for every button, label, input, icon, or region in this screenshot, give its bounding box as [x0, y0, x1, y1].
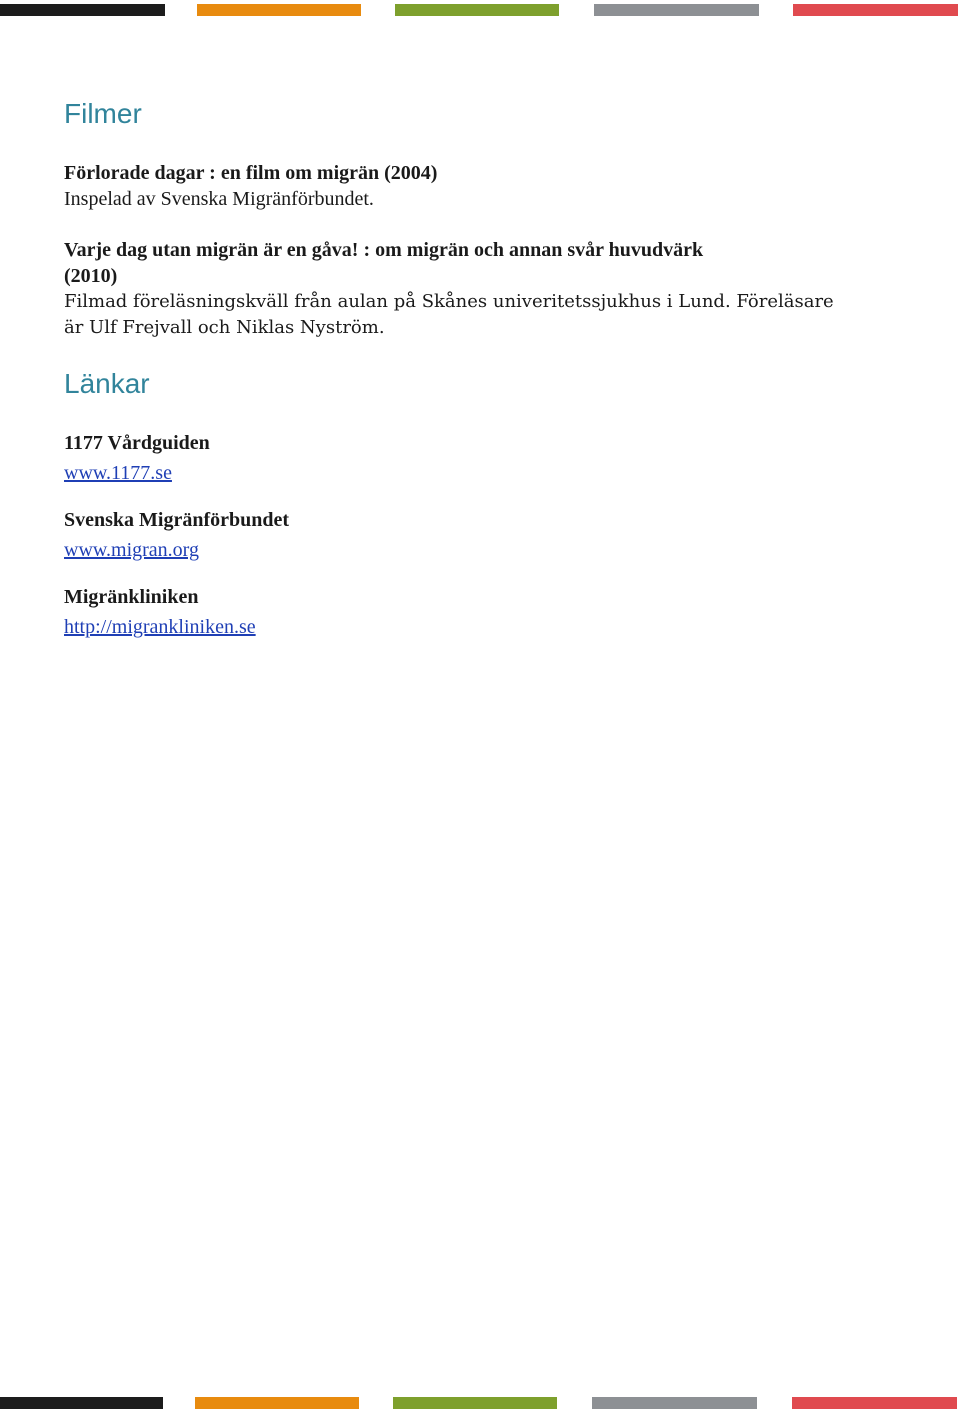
link-url-1177[interactable]: www.1177.se — [64, 462, 172, 484]
link-entry-migrankliniken — [64, 584, 256, 640]
link-name: Migränkliniken — [64, 586, 199, 608]
link-name: 1177 Vårdguiden — [64, 432, 210, 454]
link-entry-migranforbundet — [64, 507, 289, 563]
film-2-description-line-1: Filmad föreläsningskväll från aulan på Skånes univeritetssjukhus i Lund. Föreläsare — [64, 291, 834, 312]
bottom-color-bar — [0, 1397, 960, 1409]
color-segment-black — [0, 1397, 163, 1409]
film-2-title-line-1: Varje dag utan migrän är en gåva! : om migrän och annan svår huvudvärk — [64, 239, 704, 261]
color-segment-orange — [197, 4, 361, 16]
link-entry-1177 — [64, 430, 210, 486]
links-heading: Länkar — [64, 368, 150, 399]
film-2-description-line-2: är Ulf Frejvall och Niklas Nyström. — [64, 317, 385, 338]
link-url-migrankliniken[interactable]: http://migrankliniken.se — [64, 616, 256, 638]
link-name: Svenska Migränförbundet — [64, 509, 290, 531]
color-segment-red — [793, 4, 958, 16]
color-segment-black — [0, 4, 165, 16]
films-heading: Filmer — [64, 98, 142, 129]
color-segment-gray — [594, 4, 759, 16]
color-segment-orange — [195, 1397, 359, 1409]
color-segment-green — [395, 4, 559, 16]
color-segment-green — [393, 1397, 557, 1409]
top-color-bar — [0, 4, 960, 16]
color-segment-gray — [592, 1397, 757, 1409]
color-segment-red — [792, 1397, 957, 1409]
film-1-description: Inspelad av Svenska Migränförbundet. — [64, 188, 374, 210]
link-url-migran[interactable]: www.migran.org — [64, 539, 199, 561]
film-1-title: Förlorade dagar : en film om migrän (2004) — [64, 162, 438, 184]
film-2-title-line-2: (2010) — [64, 265, 118, 287]
